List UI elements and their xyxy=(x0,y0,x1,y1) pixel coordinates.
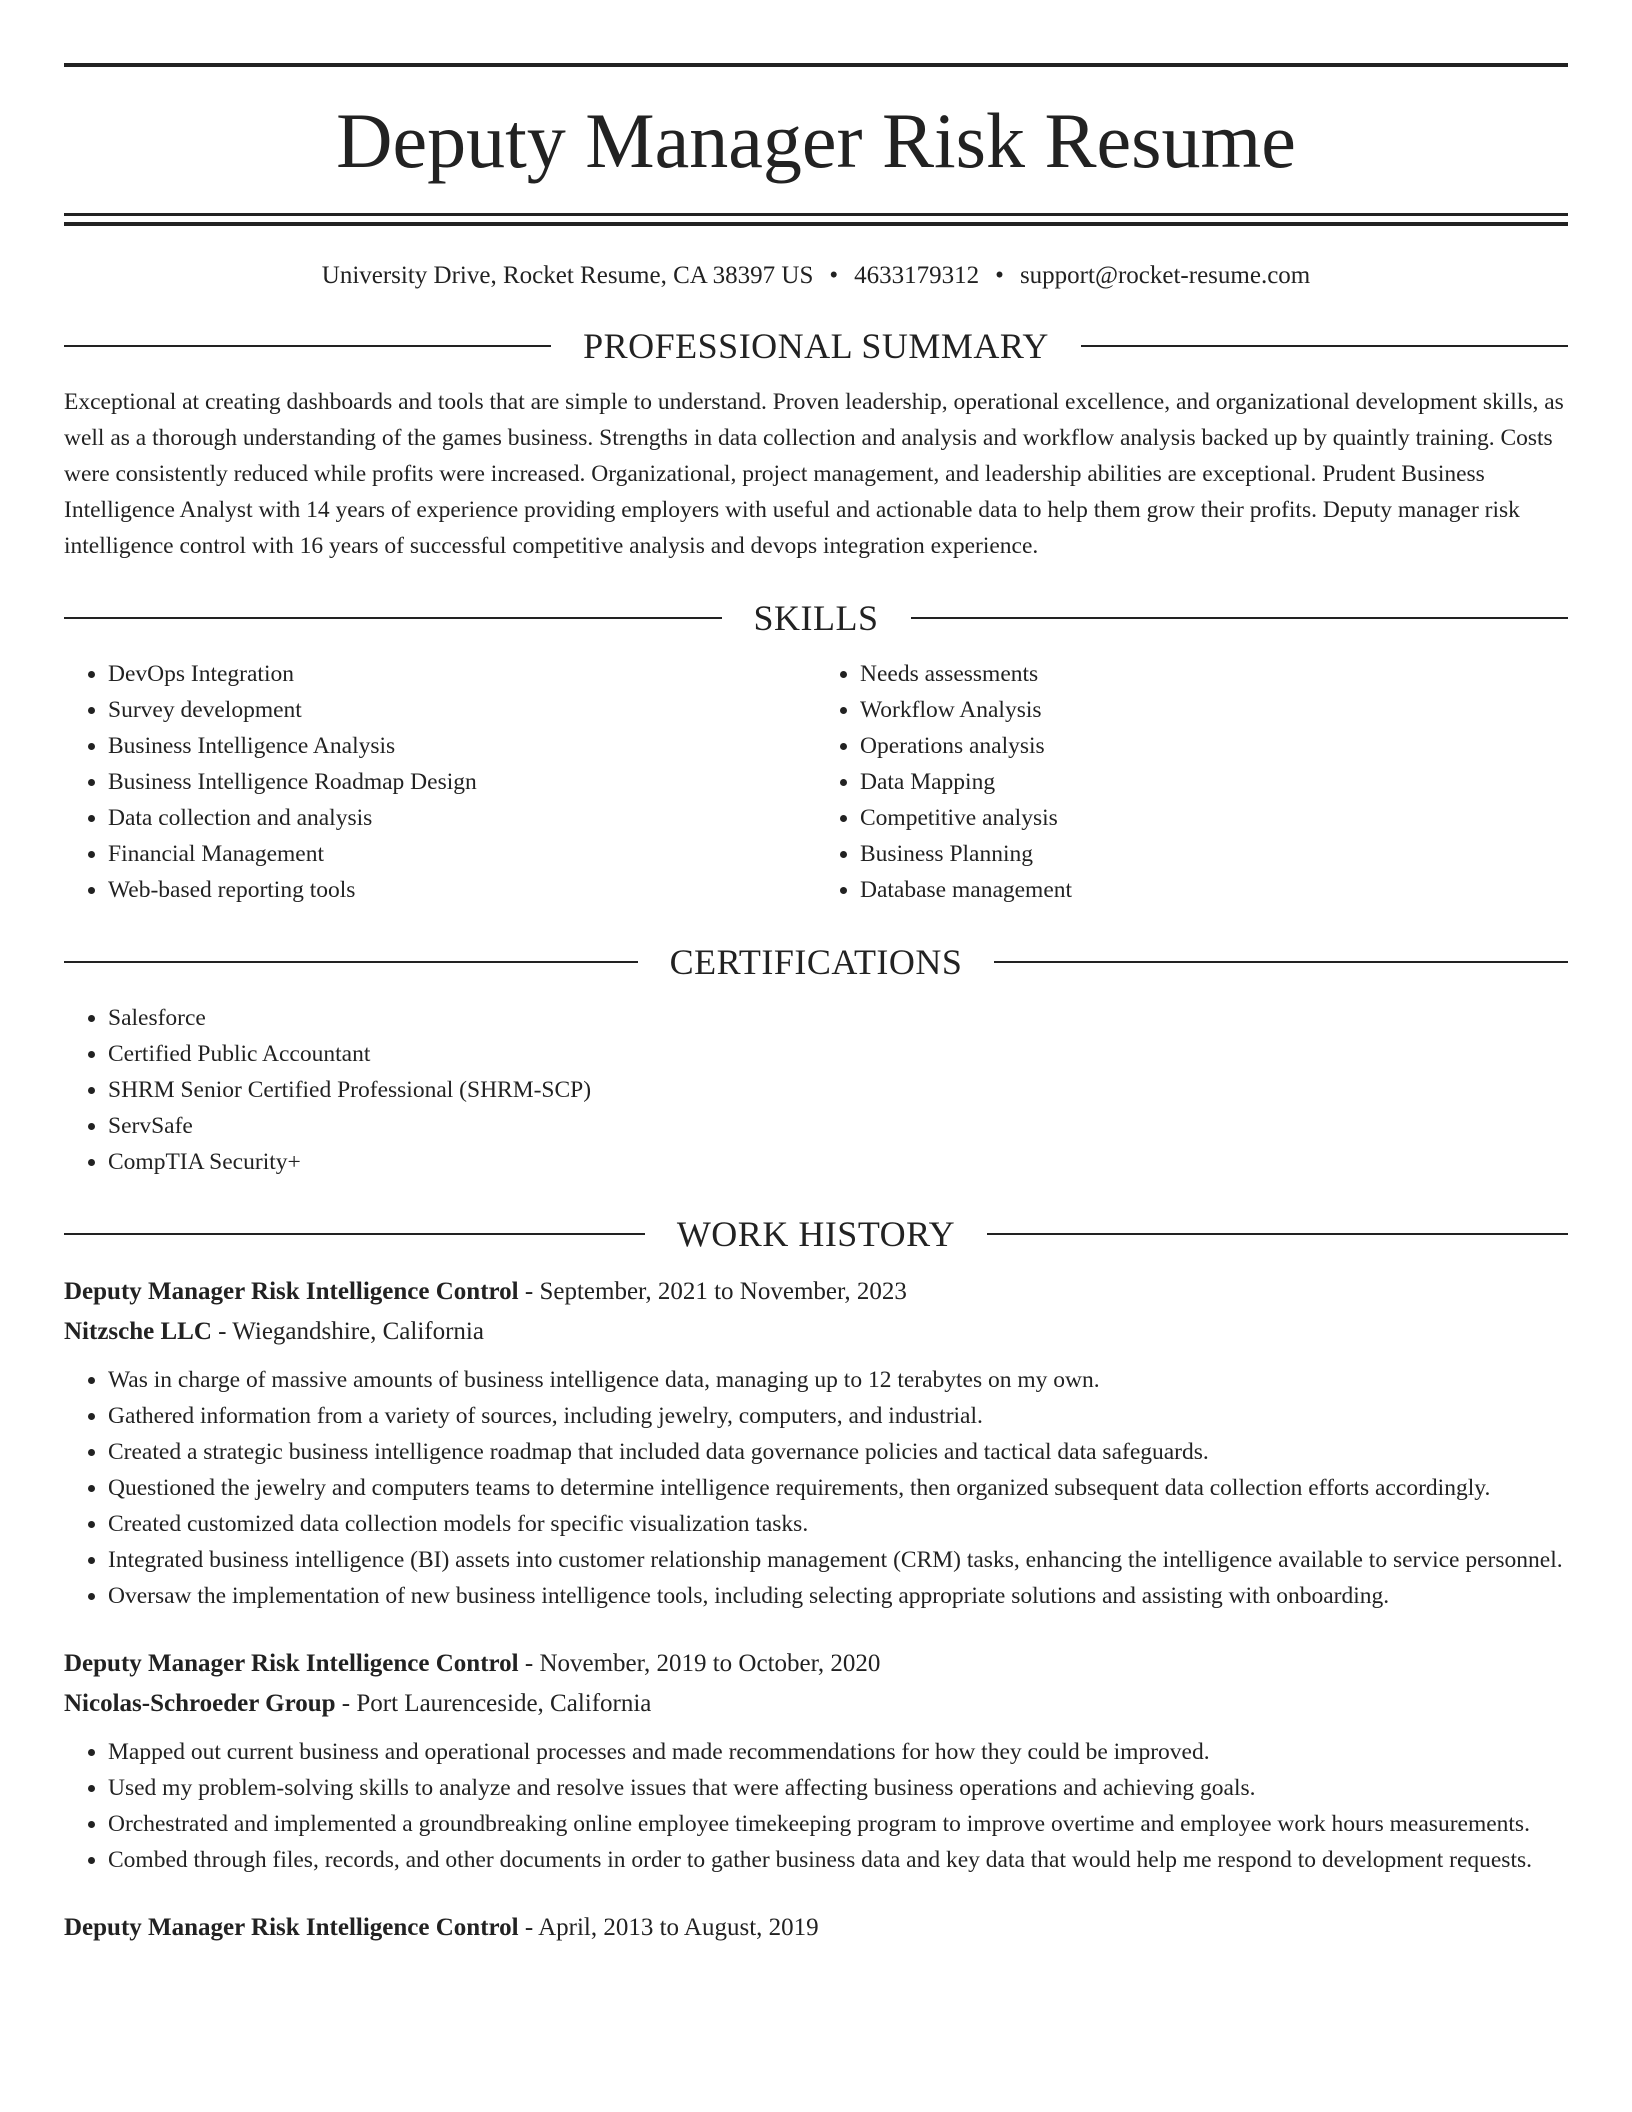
job-dates: - September, 2021 to November, 2023 xyxy=(518,1278,907,1305)
job-title-line xyxy=(64,1908,1568,1948)
certification-item: • SHRM Senior Certified Professional (SHRM-SCP) xyxy=(108,1072,1568,1108)
job-bullet: • Was in charge of massive amounts of business intelligence data, managing up to 12 terabytes on my own. xyxy=(108,1362,1568,1398)
skill-item: • Needs assessments xyxy=(860,656,1568,692)
certifications-block xyxy=(64,1000,1568,1180)
skill-item: • Data collection and analysis xyxy=(108,800,816,836)
contact-separator: • xyxy=(829,262,839,289)
job-entry xyxy=(64,1908,1568,1948)
heading-rule xyxy=(64,345,551,347)
contact-separator: • xyxy=(995,262,1004,289)
resume-title: Deputy Manager Risk Resume xyxy=(336,97,1296,184)
job-bullet: • Oversaw the implementation of new business intelligence tools, including selecting appropriate solutions and assisting with onboarding. xyxy=(108,1578,1568,1614)
skill-item: • Financial Management xyxy=(108,836,816,872)
section-title: WORK HISTORY xyxy=(676,1214,956,1254)
title-double-rule xyxy=(64,213,1568,226)
job-title-line xyxy=(64,1272,1568,1312)
heading-rule xyxy=(994,961,1568,963)
job-title-line xyxy=(64,1644,1568,1684)
job-bullet: • Used my problem-solving skills to analyze and resolve issues that were affecting business operations and achieving goals. xyxy=(108,1770,1568,1806)
heading-rule xyxy=(1081,345,1568,347)
skill-item: • Data Mapping xyxy=(860,764,1568,800)
contact-email: support@rocket-resume.com xyxy=(1019,262,1311,289)
heading-rule xyxy=(64,1233,645,1235)
job-bullet: • Combed through files, records, and other documents in order to gather business data and key data that would help me respond to development requests. xyxy=(108,1842,1568,1878)
job-location: - Port Laurenceside, California xyxy=(335,1690,652,1717)
certification-item: • CompTIA Security+ xyxy=(108,1144,1568,1180)
skills-list-right xyxy=(816,656,1568,908)
certification-item: • Certified Public Accountant xyxy=(108,1036,1568,1072)
skill-item: • Business Intelligence Roadmap Design xyxy=(108,764,816,800)
skill-item: • Business Intelligence Analysis xyxy=(108,728,816,764)
section-heading-skills xyxy=(64,594,1568,642)
skill-item: • Database management xyxy=(860,872,1568,908)
section-title: CERTIFICATIONS xyxy=(669,942,963,982)
heading-rule xyxy=(987,1233,1568,1235)
work-history-list xyxy=(64,1272,1568,1948)
heading-rule xyxy=(64,617,722,619)
heading-rule xyxy=(64,961,638,963)
job-bullet: • Questioned the jewelry and computers teams to determine intelligence requirements, then organized subsequent data collection efforts accordingly. xyxy=(108,1470,1568,1506)
job-bullet: • Created a strategic business intelligence roadmap that included data governance policies and tactical data safeguards. xyxy=(108,1434,1568,1470)
summary-paragraph: Exceptional at creating dashboards and tools that are simple to understand. Proven leadership, operational excellence, and organizational development skills, as well as a thorough understanding of the games business. Strengths in data collection and analysis and workflow analysis backed up by quaintly training. Costs were consistently reduced while profits were increased. Organizational, project management, and leadership abilities are exceptional. Prudent Business Intelligence Analyst with 14 years of experience providing employers with useful and actionable data to help them grow their profits. Deputy manager risk intelligence control with 16 years of successful competitive analysis and devops integration experience. xyxy=(64,389,1564,559)
job-bullets xyxy=(64,1362,1568,1614)
job-title: Deputy Manager Risk Intelligence Control xyxy=(64,1914,519,1941)
job-bullet: • Integrated business intelligence (BI) assets into customer relationship management (CRM) tasks, enhancing the intelligence available to service personnel. xyxy=(108,1542,1568,1578)
job-entry xyxy=(64,1644,1568,1878)
job-company: Nitzsche LLC xyxy=(64,1318,212,1345)
skill-item: • Competitive analysis xyxy=(860,800,1568,836)
skill-item: • Workflow Analysis xyxy=(860,692,1568,728)
section-title: SKILLS xyxy=(753,598,879,638)
skill-item: • Web-based reporting tools xyxy=(108,872,816,908)
skill-item: • Survey development xyxy=(108,692,816,728)
job-bullet: • Mapped out current business and operational processes and made recommendations for how they could be improved. xyxy=(108,1734,1568,1770)
job-dates: - November, 2019 to October, 2020 xyxy=(518,1650,881,1677)
certification-item: • ServSafe xyxy=(108,1108,1568,1144)
section-title: PROFESSIONAL SUMMARY xyxy=(583,326,1049,366)
skill-item: • Business Planning xyxy=(860,836,1568,872)
section-heading-certifications xyxy=(64,938,1568,986)
section-heading-work-history xyxy=(64,1210,1568,1258)
contact-line xyxy=(64,260,1568,292)
skill-item: • DevOps Integration xyxy=(108,656,816,692)
job-title: Deputy Manager Risk Intelligence Control xyxy=(64,1278,519,1305)
contact-phone: 4633179312 xyxy=(854,262,980,289)
certification-item: • Salesforce xyxy=(108,1000,1568,1036)
job-dates: - April, 2013 to August, 2019 xyxy=(518,1914,819,1941)
certifications-list xyxy=(64,1000,1568,1180)
job-location: - Wiegandshire, California xyxy=(211,1318,484,1345)
job-bullet: • Orchestrated and implemented a groundbreaking online employee timekeeping program to improve overtime and employee work hours measurements. xyxy=(108,1806,1568,1842)
job-entry xyxy=(64,1272,1568,1614)
skills-columns xyxy=(64,656,1568,908)
job-title: Deputy Manager Risk Intelligence Control xyxy=(64,1650,519,1677)
job-company-line xyxy=(64,1312,1568,1352)
contact-address: University Drive, Rocket Resume, CA 38397 US xyxy=(321,262,814,289)
job-company-line xyxy=(64,1684,1568,1724)
resume-page xyxy=(64,0,1568,1948)
section-heading-summary xyxy=(64,322,1568,370)
skill-item: • Operations analysis xyxy=(860,728,1568,764)
heading-rule xyxy=(911,617,1569,619)
job-bullet: • Gathered information from a variety of sources, including jewelry, computers, and industrial. xyxy=(108,1398,1568,1434)
skills-list-left xyxy=(64,656,816,908)
job-company: Nicolas-Schroeder Group xyxy=(64,1690,336,1717)
job-bullets xyxy=(64,1734,1568,1878)
job-bullet: • Created customized data collection models for specific visualization tasks. xyxy=(108,1506,1568,1542)
